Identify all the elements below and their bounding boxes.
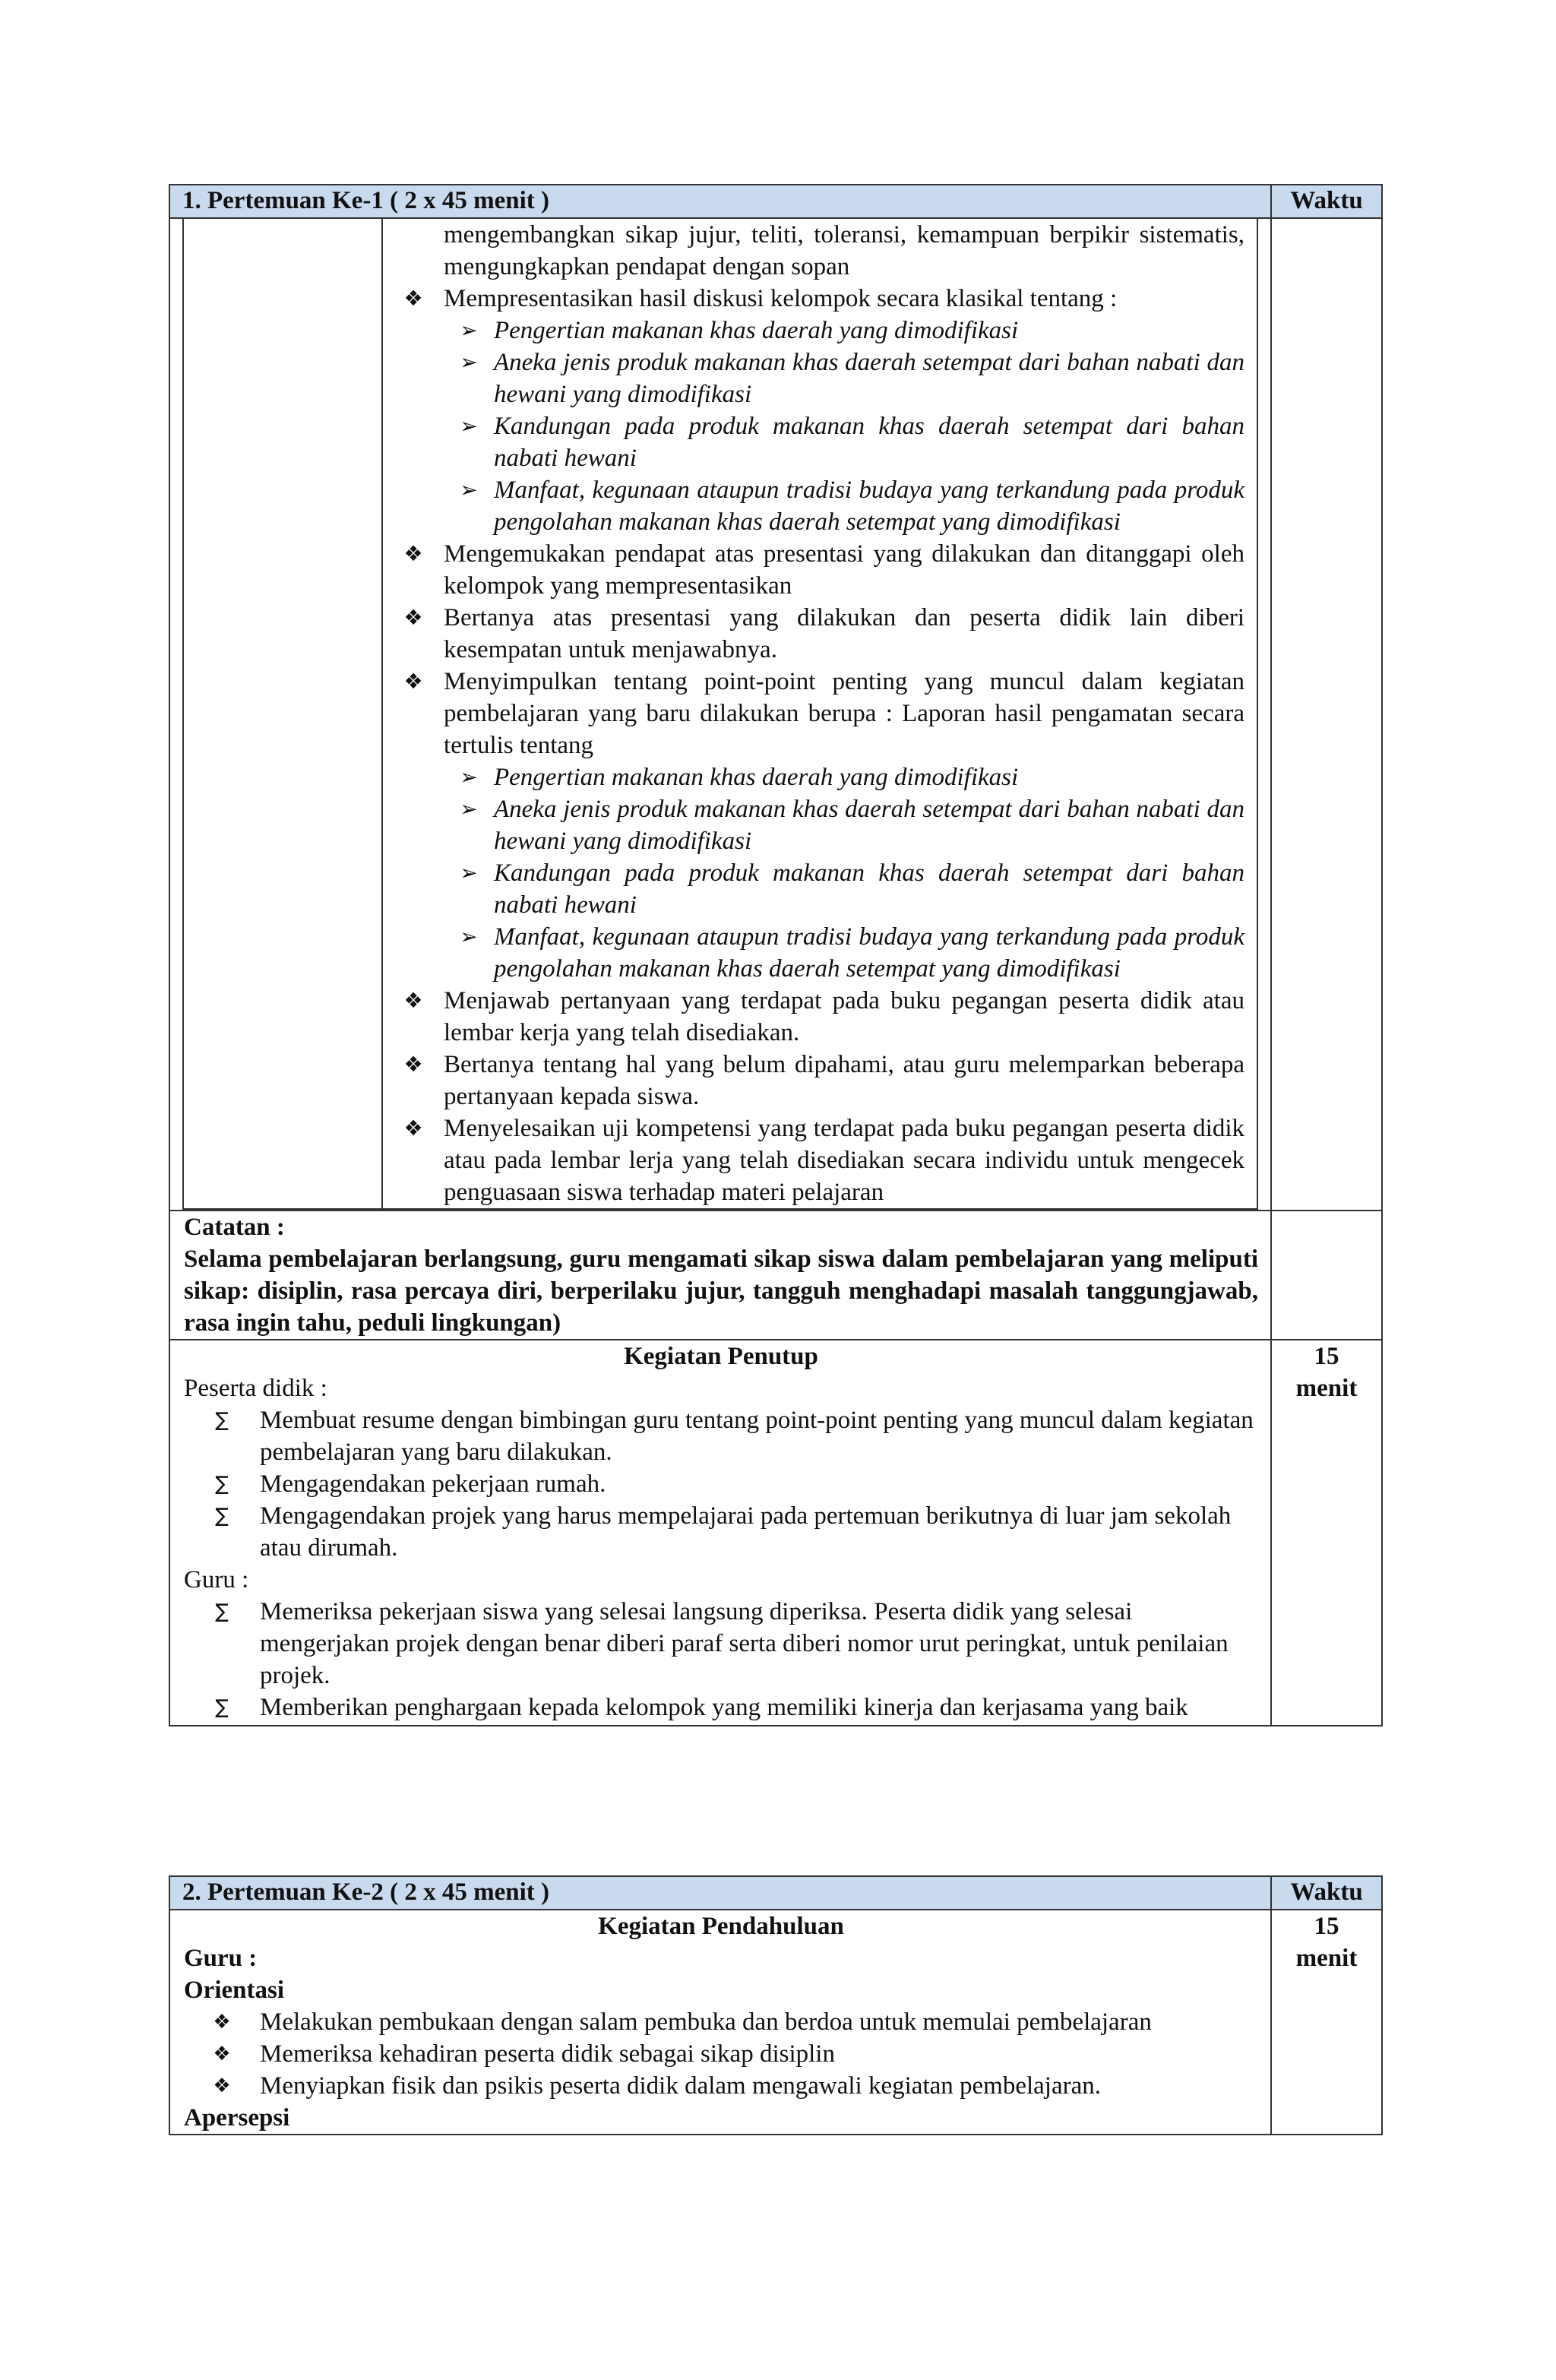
arrow-bullet-icon: ➢	[460, 860, 478, 885]
arrow-bullet-icon: ➢	[460, 350, 478, 375]
sigma-bullet-icon: ∑	[215, 1409, 229, 1432]
list-item: ∑ Mengagendakan projek yang harus mempelajarai pada pertemuan berikutnya di luar jam sekolah atau dirumah.	[184, 1500, 1258, 1564]
guru-label: Guru :	[184, 1945, 258, 1972]
arrow-bullet-icon: ➢	[460, 413, 478, 438]
diamond-bullet-icon: ❖	[403, 286, 423, 311]
table-pertemuan-1	[169, 184, 1383, 1726]
list-item: ❖ Menjawab pertanyaan yang terdapat pada buku pegangan peserta didik atau lembar kerja yang telah disediakan.	[383, 985, 1244, 1049]
list-item: ❖ Bertanya atas presentasi yang dilakukan dan peserta didik lain diberi kesempatan untuk menjawabnya.	[383, 602, 1244, 666]
inner-table	[182, 219, 1258, 1210]
list-item: ❖ Menyimpulkan tentang point-point penting yang muncul dalam kegiatan pembelajaran yang baru dilakukan berupa : Laporan hasil pengamatan secara tertulis tentang	[383, 666, 1244, 761]
diamond-bullet-icon: ❖	[403, 988, 423, 1013]
catatan-text: Selama pembelajaran berlangsung, guru mengamati sikap siswa dalam pembelajaran yang meliputi sikap: disiplin, rasa percaya diri, berperilaku jujur, tangguh menghadapi masalah tanggungjawab, rasa ingin tahu, peduli lingkungan)	[184, 1245, 1258, 1337]
list-item: ❖ Mempresentasikan hasil diskusi kelompok secara klasikal tentang :	[383, 283, 1244, 315]
sigma-bullet-icon: ∑	[215, 1696, 229, 1719]
pendahuluan-unit: menit	[1295, 1945, 1358, 1972]
table-pertemuan-2	[169, 1875, 1383, 2135]
table-header	[170, 185, 1381, 219]
apersepsi-label: Apersepsi	[184, 2104, 290, 2132]
arrow-bullet-icon: ➢	[460, 924, 478, 949]
sigma-bullet-icon: ∑	[215, 1600, 229, 1623]
diamond-bullet-icon: ❖	[403, 605, 423, 630]
list-item: ∑ Membuat resume dengan bimbingan guru tentang point-point penting yang muncul dalam kegiatan pembelajaran yang baru dilakukan.	[184, 1404, 1258, 1468]
pendahuluan-row	[170, 1910, 1381, 2134]
list-item: ∑ Mengagendakan pekerjaan rumah.	[184, 1468, 1258, 1500]
list-item: ❖ Melakukan pembukaan dengan salam pembuka dan berdoa untuk memulai pembelajaran	[184, 2006, 1258, 2038]
sub-item: ➢ Pengertian makanan khas daerah yang dimodifikasi	[444, 761, 1244, 793]
orientasi-label: Orientasi	[184, 1976, 284, 2004]
sub-item: ➢ Manfaat, kegunaan ataupun tradisi budaya yang terkandung pada produk pengolahan makanan khas daerah setempat yang dimodifikasi	[444, 474, 1244, 538]
diamond-bullet-icon: ❖	[213, 2011, 231, 2033]
diamond-bullet-icon: ❖	[213, 2075, 231, 2097]
list-item: ❖ Mengemukakan pendapat atas presentasi yang dilakukan dan ditanggapi oleh kelompok yang mempresentasikan	[383, 538, 1244, 602]
table-title: 1. Pertemuan Ke-1 ( 2 x 45 menit )	[170, 185, 1272, 217]
list-item: ❖ Menyiapkan fisik dan psikis peserta didik dalam mengawali kegiatan pembelajaran.	[184, 2070, 1258, 2102]
continuation-text: mengembangkan sikap jujur, teliti, toleransi, kemampuan berpikir sistematis, mengungkapkan pendapat dengan sopan	[444, 221, 1244, 280]
penutup-time: 15	[1314, 1343, 1339, 1370]
list-item: ❖ Memeriksa kehadiran peserta didik sebagai sikap disiplin	[184, 2038, 1258, 2070]
sub-item: ➢ Manfaat, kegunaan ataupun tradisi budaya yang terkandung pada produk pengolahan makanan khas daerah setempat yang dimodifikasi	[444, 921, 1244, 985]
kegiatan-inti-row	[170, 219, 1381, 1211]
peserta-label: Peserta didik :	[184, 1375, 327, 1402]
list-item: ❖ Menyelesaikan uji kompetensi yang terdapat pada buku pegangan peserta didik atau pada lembar lerja yang telah disediakan secara individu untuk mengecek penguasaan siswa terhadap materi pelajaran	[383, 1112, 1244, 1208]
sigma-bullet-icon: ∑	[215, 1473, 229, 1495]
list-item: ∑ Memeriksa pekerjaan siswa yang selesai langsung diperiksa. Peserta didik yang selesai mengerjakan projek dengan benar diberi paraf serta diberi nomor urut peringkat, untuk penilaian projek.	[184, 1596, 1258, 1692]
list-item: ❖ Bertanya tentang hal yang belum dipahami, atau guru melemparkan beberapa pertanyaan kepada siswa.	[383, 1049, 1244, 1112]
sub-item: ➢ Aneka jenis produk makanan khas daerah setempat dari bahan nabati dan hewani yang dimodifikasi	[444, 347, 1244, 410]
waktu-header: Waktu	[1290, 1878, 1363, 1906]
diamond-bullet-icon: ❖	[403, 1116, 423, 1141]
pendahuluan-title: Kegiatan Pendahuluan	[598, 1913, 844, 1940]
catatan-row	[170, 1211, 1381, 1340]
sub-item: ➢ Pengertian makanan khas daerah yang dimodifikasi	[444, 315, 1244, 347]
pendahuluan-time: 15	[1314, 1913, 1339, 1940]
waktu-header: Waktu	[1290, 187, 1363, 214]
sub-item: ➢ Kandungan pada produk makanan khas daerah setempat dari bahan nabati hewani	[444, 410, 1244, 474]
diamond-bullet-icon: ❖	[403, 541, 423, 566]
sigma-bullet-icon: ∑	[215, 1505, 229, 1527]
diamond-bullet-icon: ❖	[403, 1052, 423, 1077]
sub-item: ➢ Aneka jenis produk makanan khas daerah setempat dari bahan nabati dan hewani yang dimodifikasi	[444, 793, 1244, 857]
activity-list	[383, 219, 1257, 1208]
diamond-bullet-icon: ❖	[403, 669, 423, 694]
arrow-bullet-icon: ➢	[460, 764, 478, 790]
arrow-bullet-icon: ➢	[460, 477, 478, 502]
penutup-title: Kegiatan Penutup	[624, 1343, 818, 1370]
guru-label: Guru :	[184, 1566, 249, 1594]
list-item: ∑ Memberikan penghargaan kepada kelompok yang memiliki kinerja dan kerjasama yang baik	[184, 1692, 1258, 1723]
table-title: 2. Pertemuan Ke-2 ( 2 x 45 menit )	[170, 1877, 1272, 1909]
arrow-bullet-icon: ➢	[460, 796, 478, 821]
penutup-row	[170, 1340, 1381, 1725]
catatan-title: Catatan :	[184, 1214, 285, 1241]
diamond-bullet-icon: ❖	[213, 2043, 231, 2065]
table-header	[170, 1877, 1381, 1910]
sub-item: ➢ Kandungan pada produk makanan khas daerah setempat dari bahan nabati hewani	[444, 857, 1244, 921]
penutup-unit: menit	[1295, 1375, 1358, 1402]
arrow-bullet-icon: ➢	[460, 318, 478, 343]
